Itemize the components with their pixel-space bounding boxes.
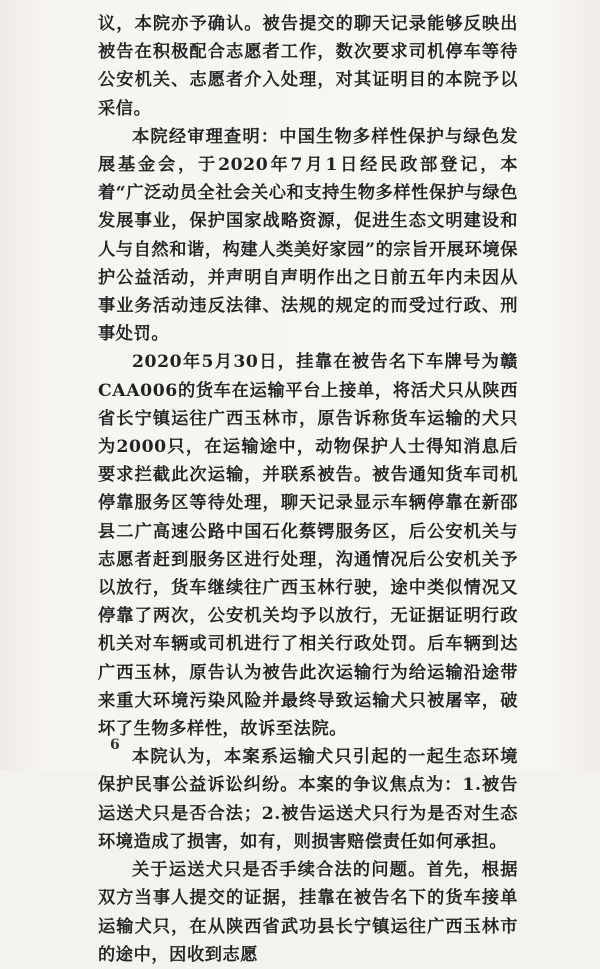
paragraph-3: 2020年5月30日，挂靠在被告名下车牌号为赣CAA006的货车在运输平台上接单，将活犬只从陕西省长宁镇运往广西玉林市，原告诉称货车运输的犬只为2000只，在运输途中，动物保护人士得知消息后要求拦截此次运输，并联系被告。被告通知货车司机停靠服务区等待处理，聊天记录显示车辆停靠在新邵县二广高速公路中国石化蔡锷服务区，后公安机关与志愿者赶到服务区进行处理，沟通情况后公安机关予以放行，货车继续往广西玉林行驶，途中类似情况又停靠了两次，公安机关均予以放行，无证据证明行政机关对车辆或司机进行了相关行政处罚。后车辆到达广西玉林，原告认为被告此次运输行为给运输沿途带来重大环境污染风险并最终导致运输犬只被屠宰，破坏了生物多样性，故诉至法院。 [98, 352, 518, 740]
paragraph-4: 本院认为，本案系运输犬只引起的一起生态环境保护民事公益诉讼纠纷。本案的争议焦点为：1.被告运送犬只是否合法；2.被告运送犬只行为是否对生态环境造成了损害，如有，则损害赔偿责任如何承担。 [98, 747, 518, 852]
paragraph-5: 关于运送犬只是否手续合法的问题。首先，根据双方当事人提交的证据，挂靠在被告名下的货车接单运输犬只，在从陕西省武功县长宁镇运往广西玉林市的途中，因收到志愿 [98, 860, 518, 965]
document-body [98, 10, 518, 969]
paragraph-2: 本院经审理查明：中国生物多样性保护与绿色发展基金会，于2020年7月1日经民政部登记，本着“广泛动员全社会关心和支持生物多样性保护与绿色发展事业，保护国家战略资源，促进生态文明建设和人与自然和谐，构建人类美好家园”的宗旨开展环境保护公益活动，并声明自声明作出之日前五年内未因从事业务活动违反法律、法规的规定的而受过行政、刑事处罚。 [98, 126, 518, 345]
page-number: 6 [110, 737, 120, 753]
paragraph-1: 议，本院亦予确认。被告提交的聊天记录能够反映出被告在积极配合志愿者工作，数次要求司机停车等待公安机关、志愿者介入处理，对其证明目的本院予以采信。 [98, 14, 518, 119]
